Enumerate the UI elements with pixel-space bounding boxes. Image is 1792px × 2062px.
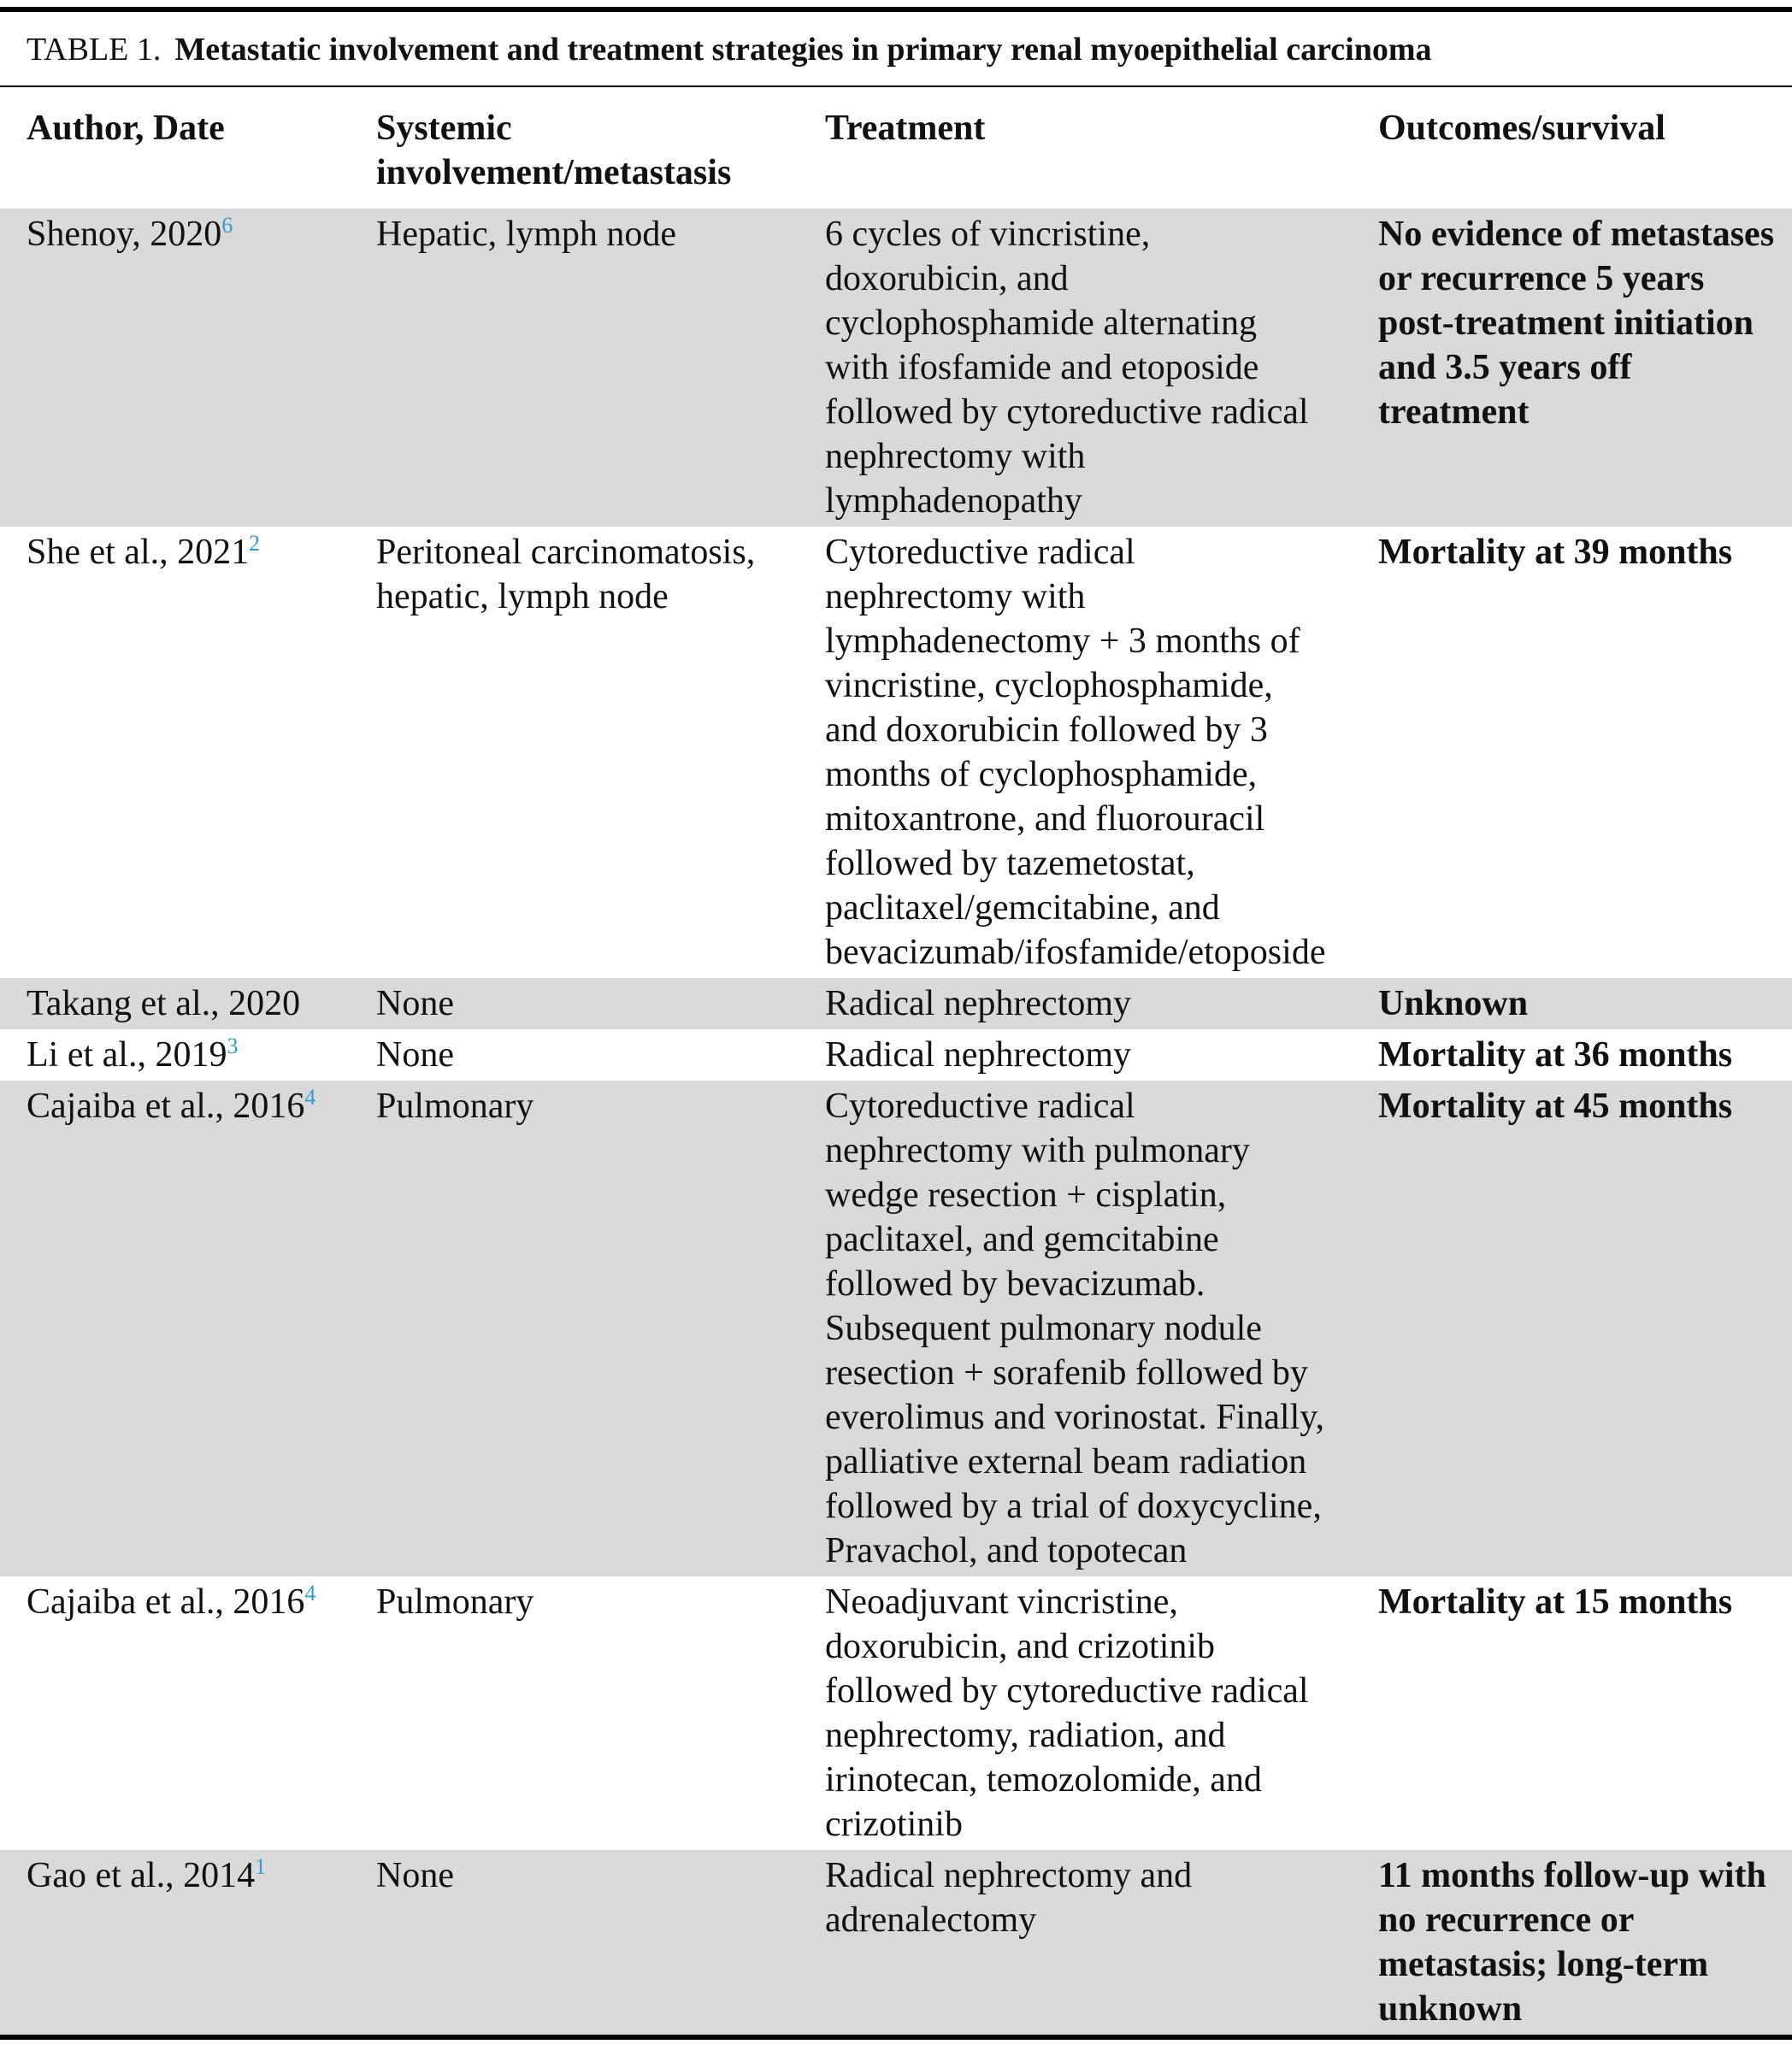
author-text: Cajaiba et al., 2016 xyxy=(27,1087,305,1126)
treatment-cell: Radical nephrectomy and adrenalectomy xyxy=(825,1856,1193,1940)
outcome-cell: Unknown xyxy=(1378,984,1529,1023)
reference-link[interactable]: 1 xyxy=(255,1854,267,1879)
treatment-cell: Radical nephrectomy xyxy=(825,984,1132,1023)
outcome-cell: Mortality at 15 months xyxy=(1378,1582,1733,1622)
outcome-cell: No evidence of metastases or recurrence 5 years post-treatment initiation and 3.5 years off treatment xyxy=(1378,215,1775,432)
involvement-cell: None xyxy=(376,1856,454,1895)
involvement-cell: Hepatic, lymph node xyxy=(376,215,677,254)
table-header-row xyxy=(0,87,1792,209)
outcome-cell: Mortality at 45 months xyxy=(1378,1087,1733,1126)
treatment-cell: 6 cycles of vincristine, doxorubicin, and cyclophosphamide alternating with ifosfamide and etoposide followed by cytoreductive radical nephrectomy with lymphadenopathy xyxy=(825,215,1309,521)
author-text: Shenoy, 2020 xyxy=(27,215,222,254)
involvement-cell: Peritoneal carcinomatosis, hepatic, lymph node xyxy=(376,533,756,616)
reference-link[interactable]: 6 xyxy=(221,213,233,238)
reference-link[interactable]: 4 xyxy=(304,1085,316,1110)
outcome-cell: Mortality at 39 months xyxy=(1378,533,1733,572)
author-cell xyxy=(0,212,376,256)
column-header-systemic-involvement: Systemic involvement/metastasis xyxy=(376,109,732,192)
author-cell xyxy=(0,530,376,574)
table-title: Metastatic involvement and treatment strategies in primary renal myoepithelial carcinoma xyxy=(174,32,1432,68)
table-row xyxy=(0,209,1792,527)
table-row xyxy=(0,1029,1792,1081)
author-cell xyxy=(0,1033,376,1077)
treatment-cell: Cytoreductive radical nephrectomy with pulmonary wedge resection + cisplatin, paclitaxel, and gemcitabine followed by bevacizumab. Subsequent pulmonary nodule resection + sorafenib followed by everolimus and vorinostat. Finally, palliative external beam radiation followed by a trial of doxycycline, Pravachol, and topotecan xyxy=(825,1087,1325,1570)
author-text: She et al., 2021 xyxy=(27,533,250,572)
column-header-author-date: Author, Date xyxy=(27,109,225,148)
treatment-cell: Neoadjuvant vincristine, doxorubicin, and crizotinib followed by cytoreductive radical nephrectomy, radiation, and irinotecan, temozolomide, and crizotinib xyxy=(825,1582,1309,1844)
reference-link[interactable]: 3 xyxy=(227,1034,239,1058)
table-row xyxy=(0,527,1792,978)
table-caption xyxy=(0,12,1792,85)
involvement-cell: None xyxy=(376,984,454,1023)
table-row xyxy=(0,978,1792,1029)
author-cell xyxy=(0,1084,376,1128)
bottom-rule xyxy=(0,2035,1792,2040)
author-text: Gao et al., 2014 xyxy=(27,1856,256,1895)
author-cell xyxy=(0,981,376,1026)
involvement-cell: Pulmonary xyxy=(376,1087,534,1126)
treatment-cell: Cytoreductive radical nephrectomy with lymphadenectomy + 3 months of vincristine, cyclophosphamide, and doxorubicin followed by 3 months of cyclophosphamide, mitoxantrone, and fluorouracil followed by tazemetostat, paclitaxel/gemcitabine, and bevacizumab/ifosfamide/etoposide xyxy=(825,533,1326,972)
author-text: Li et al., 2019 xyxy=(27,1035,227,1075)
reference-link[interactable]: 2 xyxy=(249,531,261,556)
outcome-cell: Mortality at 36 months xyxy=(1378,1035,1733,1075)
column-header-treatment: Treatment xyxy=(825,109,986,148)
treatment-cell: Radical nephrectomy xyxy=(825,1035,1132,1075)
involvement-cell: Pulmonary xyxy=(376,1582,534,1622)
involvement-cell: None xyxy=(376,1035,454,1075)
table-row xyxy=(0,1850,1792,2035)
author-cell xyxy=(0,1580,376,1624)
author-text: Cajaiba et al., 2016 xyxy=(27,1582,305,1622)
outcome-cell: 11 months follow-up with no recurrence or metastasis; long-term unknown xyxy=(1378,1856,1766,2029)
table-row xyxy=(0,1081,1792,1576)
author-text: Takang et al., 2020 xyxy=(27,984,301,1023)
table-1-figure xyxy=(0,7,1792,2040)
reference-link[interactable]: 4 xyxy=(304,1581,316,1605)
column-header-outcomes-survival: Outcomes/survival xyxy=(1378,109,1665,148)
author-cell xyxy=(0,1853,376,1898)
table-label: TABLE 1. xyxy=(27,32,162,68)
table-row xyxy=(0,1576,1792,1850)
